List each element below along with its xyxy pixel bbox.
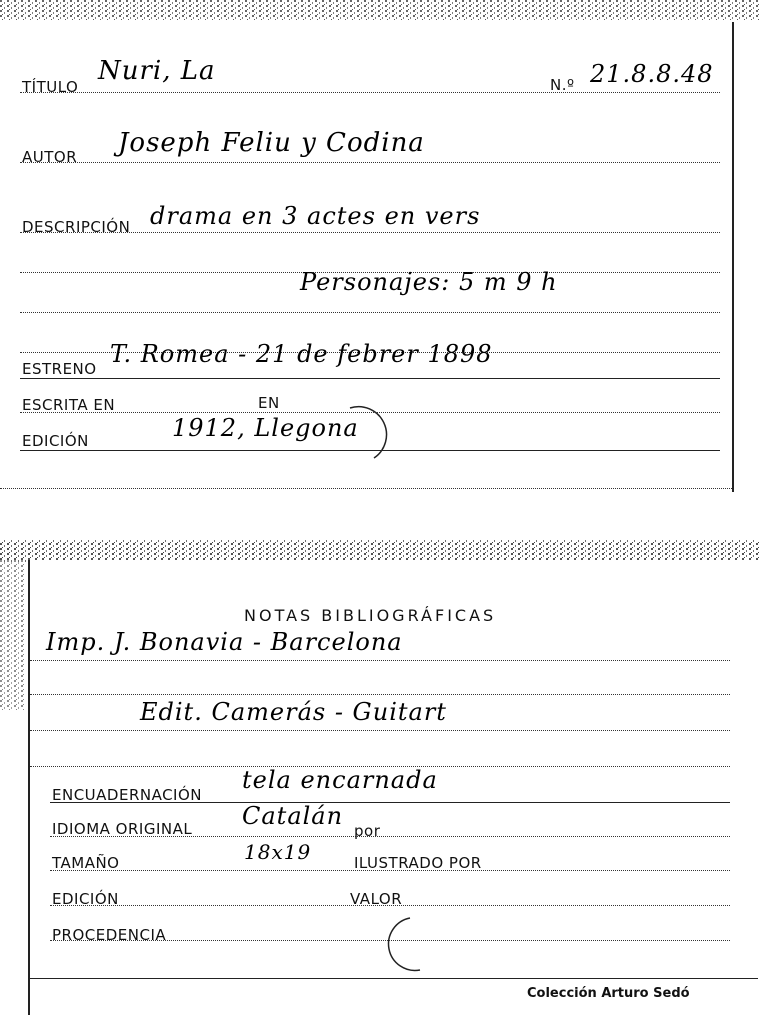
edicion-label-2: EDICIÓN — [52, 890, 119, 908]
tamano-label: TAMAÑO — [52, 854, 120, 872]
rule — [20, 378, 720, 379]
rule — [0, 488, 732, 489]
catalog-card-front — [0, 22, 734, 492]
autor-label: AUTOR — [22, 148, 78, 166]
autor-value: Joseph Feliu y Codina — [118, 128, 425, 158]
estreno-value: T. Romea - 21 de febrer 1898 — [110, 340, 493, 368]
scan-noise-left — [0, 560, 28, 720]
estreno-label: ESTRENO — [22, 360, 97, 378]
rule — [30, 978, 758, 979]
numero-label: N.º — [550, 76, 575, 94]
descripcion-value: drama en 3 actes en vers — [150, 202, 481, 230]
valor-label: VALOR — [350, 890, 403, 908]
titulo-label: TÍTULO — [22, 78, 79, 96]
nota-editorial: Edit. Camerás - Guitart — [140, 698, 447, 726]
rule — [30, 730, 730, 731]
rule — [20, 312, 720, 313]
rule — [30, 694, 730, 695]
scan-noise-top — [0, 0, 759, 24]
punch-hole-mark — [330, 402, 390, 472]
edicion-label: EDICIÓN — [22, 432, 89, 450]
punch-hole-mark-2 — [374, 912, 434, 976]
titulo-value: Nuri, La — [98, 56, 216, 86]
collection-footer: Colección Arturo Sedó — [527, 986, 690, 1001]
notas-heading: NOTAS BIBLIOGRÁFICAS — [244, 606, 497, 625]
rule — [20, 162, 720, 163]
descripcion-label: DESCRIPCIÓN — [22, 218, 131, 236]
ilustrado-label: ILUSTRADO POR — [354, 854, 482, 872]
catalog-card-back — [28, 560, 758, 1015]
idioma-label: IDIOMA ORIGINAL — [52, 820, 193, 838]
idioma-value: Catalán — [242, 802, 344, 830]
en-label: EN — [258, 394, 280, 412]
encuadernacion-label: ENCUADERNACIÓN — [52, 786, 203, 804]
procedencia-label: PROCEDENCIA — [52, 926, 167, 944]
rule — [20, 92, 720, 93]
por-label: por — [354, 822, 381, 840]
nota-imprenta: Imp. J. Bonavia - Barcelona — [46, 628, 403, 656]
encuadernacion-value: tela encarnada — [242, 766, 438, 794]
rule — [30, 660, 730, 661]
numero-value: 21.8.8.48 — [590, 60, 714, 88]
edicion-value: 1912, Llegona — [172, 414, 359, 442]
tamano-value: 18x19 — [244, 840, 312, 864]
personajes-value: Personajes: 5 m 9 h — [300, 268, 558, 296]
escrita-label: ESCRITA EN — [22, 396, 116, 414]
